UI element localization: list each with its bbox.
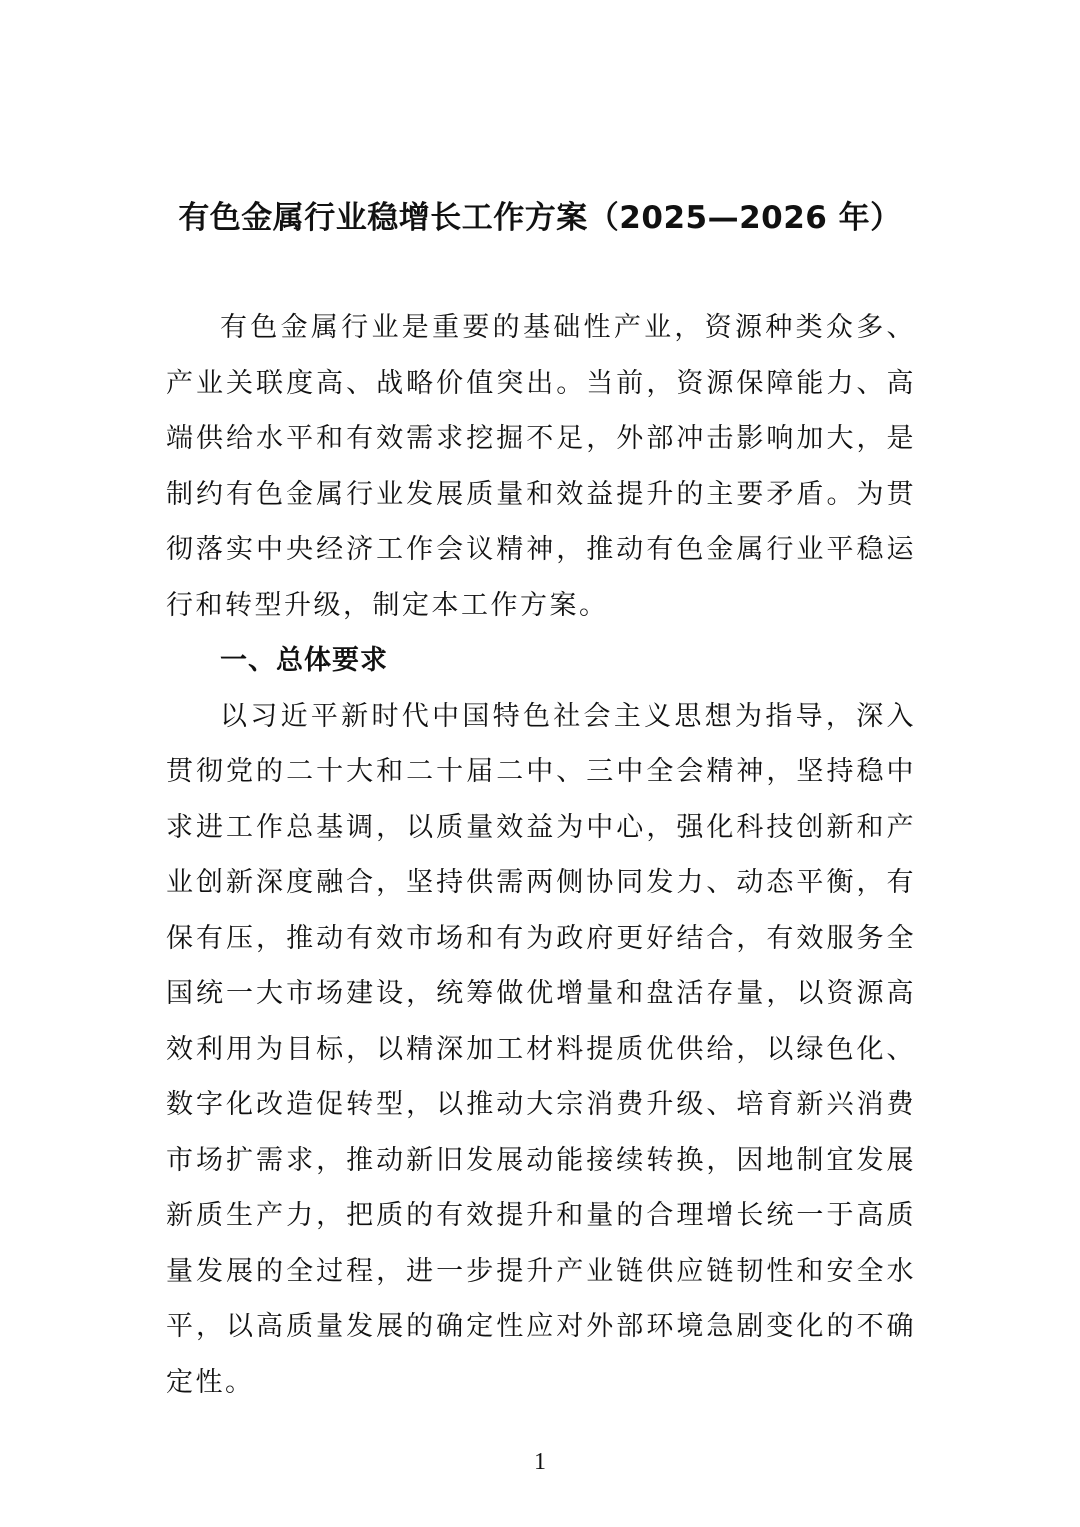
document-title: 有色金属行业稳增长工作方案（2025—2026 年） xyxy=(178,200,902,236)
section-paragraph: 以习近平新时代中国特色社会主义思想为指导，深入贯彻党的二十大和二十届二中、三中全会精神，坚持稳中求进工作总基调，以质量效益为中心，强化科技创新和产业创新深度融合，坚持供需两侧协同发力、动态平衡，有保有压，推动有效市场和有为政府更好结合，有效服务全国统一大市场建设，统筹做优增量和盘活存量，以资源高效利用为目标，以精深加工材料提质优供给，以绿色化、数字化改造促转型，以推动大宗消费升级、培育新兴消费市场扩需求，推动新旧发展动能接续转换，因地制宜发展新质生产力，把质的有效提升和量的合理增长统一于高质量发展的全过程，进一步提升产业链供应链韧性和安全水平，以高质量发展的确定性应对外部环境急剧变化的不确定性。 xyxy=(166,700,916,1398)
intro-paragraph: 有色金属行业是重要的基础性产业，资源种类众多、产业关联度高、战略价值突出。当前，资源保障能力、高端供给水平和有效需求挖掘不足，外部冲击影响加大，是制约有色金属行业发展质量和效益提升的主要矛盾。为贯彻落实中央经济工作会议精神，推动有色金属行业平稳运行和转型升级，制定本工作方案。 xyxy=(166,312,916,621)
document-body xyxy=(166,300,916,1410)
page-number: 1 xyxy=(534,1449,546,1475)
section-heading: 一、总体要求 xyxy=(220,645,388,676)
